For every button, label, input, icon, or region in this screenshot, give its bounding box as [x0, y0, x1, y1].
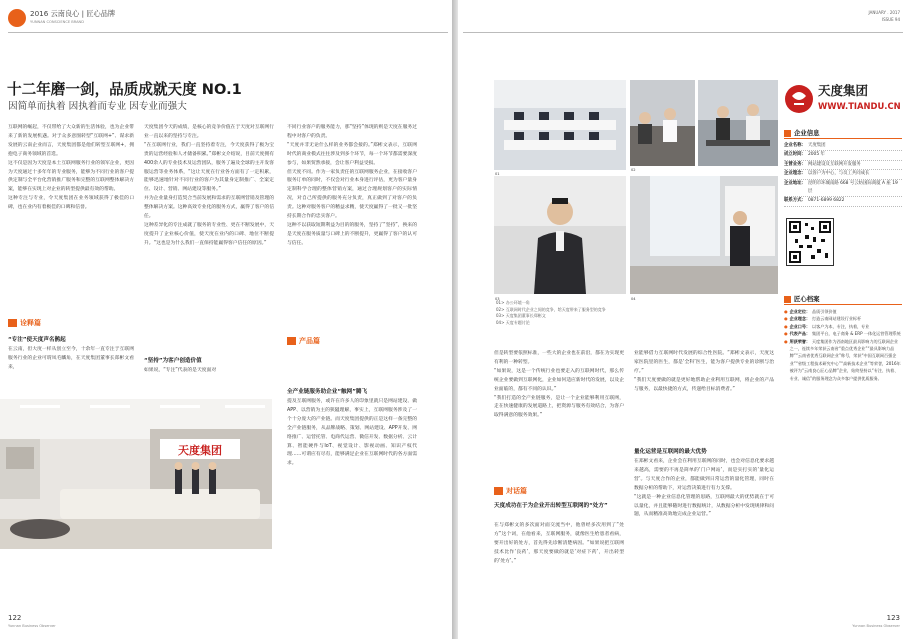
left-header-divider	[8, 32, 448, 33]
info-value: 网站建设及互联网开发服务	[807, 161, 861, 167]
archive-text	[790, 338, 902, 382]
section-title-industry-chain: 全产业链服务助企业“触网”腾飞	[287, 389, 368, 395]
photo-02-meeting	[630, 80, 695, 166]
info-value: 昆明市环城南路 668 号云纺国际商厦 A 座 19 层	[807, 180, 898, 195]
paragraph: “我们天度要做的就是更好地帮助企业利用互联网，将企业的产品与服务，以最快捷的方式，传递给目标消费者。”	[634, 377, 774, 392]
section-marker-icon	[494, 487, 503, 495]
left-col-1	[8, 124, 134, 213]
paragraph: “如果说，这是一个传统行业也要走入的互联网时代，那么传统企业要做到互联网化，企业如何适应新时代的发展，以及企业面临的，都有不同的认识。”	[494, 368, 624, 392]
paragraph: 在郑彬文看来，企业会在利用互联网的同时，也会对信息化要求越来越高，需要的不再是简单的‘门户网站’，而是实打实的‘量化运营’。与天度合作的企业，都能做到日常运营的量化管理，同时在数据分析的帮助下，对运营决策进行有力支撑。	[634, 459, 774, 491]
left-header-brand: 2016 云南良心 | 匠心品牌	[30, 9, 116, 18]
archive-box	[784, 294, 902, 382]
photo-03-chairman	[494, 176, 626, 294]
caption-item: 04> 天度专题讨论	[496, 319, 530, 325]
right-page-number: 123	[886, 614, 900, 622]
archive-header	[784, 294, 902, 305]
qr-code-icon	[787, 219, 833, 265]
left-col-3	[287, 124, 417, 332]
info-row	[784, 180, 902, 198]
info-row	[784, 197, 902, 206]
bullet-icon: ●	[784, 338, 788, 344]
section-marker-icon	[8, 319, 17, 327]
info-value: 以客户为中心，与员工共同成长	[807, 171, 870, 177]
paragraph: 提及互联网服务，或许在许多人的印象里就只是网站建设、做APP、以营销为主的狭隘理解，事实上，互联网服务涉及了一个十分庞大的产业链。而天度集团提供的正是这样一条完整的全产业链服务，从品牌战略、策划、网站建设、APP开发、网络推广、运营托管、电商代运营、微信开发、数据分析、云计算、智能硬件与IoT、视觉设计、影视动画、知识产权代理……可谓应有尽有，能够满足企业在互联网时代的各方面需求。	[287, 399, 417, 467]
left-page-number: 122	[8, 614, 22, 622]
archive-row	[784, 330, 902, 337]
info-title: 企业信息	[794, 129, 820, 137]
archive-title: 匠心档案	[794, 295, 820, 303]
photo-captions	[496, 300, 776, 326]
info-value: 0871-6899 6822	[807, 198, 845, 204]
office-desks-illustration	[494, 80, 626, 170]
photo-number: 04	[631, 297, 636, 301]
right-col-b2	[634, 458, 774, 618]
photo-number: 02	[631, 168, 636, 172]
right-header-issue: ISSUE 94	[881, 17, 900, 22]
paragraph: “在互联网行业，我们一直坚持着专注，今天度获得了极为宝贵的运营经验和人才储备积累。”郑彬文介绍说，目前天度拥有400余人的专业技术及运营团队，服务了遍及全球的主开发客服运营等业务体系，“这让天度在行业各方面有了一定积累，能够迅速地针对不同行业的客户为其量身定制推广、全案定位、设计、营销、网站建设等服务。”	[144, 142, 274, 193]
archive-key: 企业定位：	[789, 309, 811, 314]
archive-value: 品质引领价值	[812, 309, 837, 314]
paragraph: 互联网的崛起，不仅带给了大众新的生活体验，也为企业带来了新的发展机遇。对于众多意图转型“互联网+”、谋求新发展的云南企业而言，天度集团都是他们转型互联网+，拥抱电子商务领域的首选。	[8, 125, 134, 157]
logo-text-cn: 天度集团	[818, 83, 869, 98]
info-key: 主营业务：	[784, 161, 806, 167]
chairman-portrait-illustration	[494, 176, 626, 294]
archive-key: 企业口号：	[789, 323, 811, 329]
paragraph: “这就是一种企业信息化管理的思路，互联网最大的优势就在于可以量化，并且能够随时进行数据统计，从数据分析中发现规律和问题，从而精准高效地完成企业运营。”	[634, 494, 774, 518]
info-row	[784, 151, 902, 160]
info-key: 企业理念：	[784, 171, 806, 177]
bullet-icon: ●	[784, 331, 788, 337]
paragraph: 这种专注与专业，令天度集团在业务领域获得了极佳的口碑，也在业内有着极佳的口碑和信誉。	[8, 196, 134, 211]
section-marker-icon	[287, 337, 296, 345]
archive-text	[790, 308, 837, 315]
tiandu-logo-icon	[784, 84, 814, 114]
archive-rows	[784, 308, 902, 382]
paragraph: 在与郑彬文的多次面对面交流当中，他曾经多次用到了“处方”这个词，在他看来，互联网服务，就像医生给患者看病，要开出好的处方，首先得先诊断清楚病因。“如果说把互联网技术比作‘良药’，那天度要做的就是‘对症下药’，开出转型的‘处方’。”	[494, 523, 624, 564]
discussion-illustration	[630, 176, 778, 294]
archive-row	[784, 323, 902, 330]
archive-value: 集团平台，电子商务 & ERP 一体化运营管理系统	[812, 331, 901, 337]
photo-02c-workspace	[698, 80, 778, 166]
archive-section-icon	[784, 296, 791, 303]
caption-item: 02> 互联网时代企业之间的竞争，给天度带来了服务型的竞争	[496, 306, 606, 312]
photo-number: 03	[495, 297, 500, 301]
section-title-focus: “专注”使天度声名鹊起	[8, 337, 66, 343]
left-col-3b	[287, 398, 417, 618]
info-box	[784, 128, 902, 207]
archive-value: 天度集团作为西南地区最具影响力的互联网企业之一，连续多年荣获云南省“重点优秀企业”“最具影响力品牌”“云南省优秀互联网企业”称号，荣获“中国互联网百强企业”“省级工程技术研究中心”“高新技术企业”等荣誉，2016年被评为“云南良心匠心品牌”企业，始终坚持以“专注、执着、专业、诚信”的服务理念为众多客户提供优质服务。	[789, 338, 901, 381]
info-row	[784, 142, 902, 151]
info-key: 成立时间：	[784, 152, 806, 158]
article-title: 十二年磨一剑，品质成就天度 NO.1	[7, 81, 242, 98]
left-col-2	[144, 124, 274, 249]
section-label-dialogue: 对话篇	[494, 486, 527, 496]
info-section-icon	[784, 130, 791, 137]
section-label-product: 产品篇	[287, 336, 320, 346]
caption-item: 03> 天度集团董事长郑彬文	[496, 313, 546, 319]
paragraph: 业能够借力互联网时代发展的综合性医院。“郑彬文表示，天度这家医院里的医生，都是‘全科’医生，能为客户提供专业的诊断与治疗。”	[634, 351, 774, 374]
bullet-icon: ●	[784, 323, 788, 329]
right-footer-text: Yunnan Business Observer	[852, 624, 900, 628]
paragraph: “天度并非无论什么样的业务都会接的。”郑彬文表示，互联网时代的商业模式往往涉及到多个环节，每一个环节都需要深度参与，如果贸然承接，会让客户利益受损。	[287, 142, 417, 166]
right-page	[458, 0, 910, 639]
archive-key: 所获荣誉：	[789, 338, 811, 344]
right-col-a2	[494, 522, 624, 618]
left-footer-text: Yunnan Business Observer	[8, 624, 56, 628]
info-value: 天度集团	[807, 143, 826, 148]
info-rows	[784, 142, 902, 207]
archive-row	[784, 338, 902, 382]
article-subtitle: 因简单而执着 因执着而专业 因专业而强大	[8, 101, 187, 112]
company-logo	[784, 82, 904, 118]
meeting-illustration	[630, 80, 695, 166]
qr-code	[786, 218, 834, 266]
logo-url: WWW.TIANDU.CN	[818, 101, 901, 111]
paragraph: 并为企业量身打造契合当前发展和需求的互联网营销及管理的整体解决方案。这种高效专业化的服务方式，赢得了客户的信任。	[144, 196, 274, 220]
paragraph: 但是转型要依照标准，一些大的企业也在前沿，都在为实现更有利的一种转型。	[494, 351, 624, 365]
info-key: 企业名称：	[784, 143, 806, 148]
archive-value: 打造云南网站建设行业标杆	[812, 316, 862, 322]
right-header-month: JANUARY . 2017	[868, 10, 900, 15]
office-reception-photo	[0, 399, 272, 549]
archive-text	[790, 330, 901, 337]
right-col-b	[634, 350, 774, 442]
info-box-header	[784, 128, 902, 139]
paragraph: “我们打造的全产业链服务，是让一个企业能够利用互联网，走在快速健康的发展道路上，把资源与服务有效结合，为客户取得满意的服务效果。”	[494, 395, 624, 419]
info-value: 2005 年	[807, 152, 825, 158]
svg-text:天度集团: 天度集团	[178, 445, 222, 457]
info-key: 联系方式：	[784, 198, 806, 204]
paragraph: 不同行业客户的服务能力，那“坚持”体现的则是天度在服务过程中对客户的负责。	[287, 125, 417, 139]
section-title-quantified: 量化运营是互联网的最大优势	[634, 449, 707, 455]
archive-text	[790, 323, 870, 330]
caption-item: 01> 办公环境一角	[496, 300, 530, 305]
left-header-logo	[8, 9, 26, 27]
paragraph: 这种差异化的专注成就了服务的专业性、更在不断发展中，天度提升了企业核心价值，使天度在业内的口碑、地位不断提升。“这也是为什么我们一直保持能赢得客户信任的原因。”	[144, 222, 274, 246]
archive-text	[790, 315, 862, 322]
paragraph: 如果说，“专注”代表的是天度面对	[144, 368, 217, 373]
archive-key: 企业理念：	[789, 316, 811, 322]
archive-key: 代表产品：	[789, 331, 811, 337]
paragraph: 这不仅是因为天度是本土互联网服务行业的领军企业，更因为天度通过十多年年的专业服务，能够为不同行业的客户提供定制与全平台化营销推广服务和完整的互联网整体解决方案，能够在实现上对企业的转型提供最有效的帮助。	[8, 160, 134, 193]
photo-04-discussion	[630, 176, 778, 294]
info-row	[784, 170, 902, 179]
paragraph: 天度集团今天的成绩，是核心的竞争价值在于天度对互联网行业一直以来的坚持与专注。	[144, 125, 274, 139]
left-page	[0, 0, 452, 639]
info-row	[784, 161, 902, 170]
archive-value: 以客户为本，专注，执着，专业	[812, 323, 870, 329]
office-reception-illustration	[0, 399, 272, 549]
right-header-divider	[463, 32, 903, 33]
photo-01-office	[494, 80, 626, 170]
bullet-icon: ●	[784, 309, 788, 314]
left-header-sub: YUNNAN CONSCIENCE BRAND	[30, 20, 84, 24]
section-title-prescription: 天度成功在于为企业开出转型互联网的“处方”	[494, 503, 608, 509]
section-title-persist: “坚持”为客户创造价值	[144, 358, 202, 364]
bullet-icon: ●	[784, 316, 788, 322]
paragraph: 在云南，但大度一样从创立至今，十余年一直专注于互联网服务行业的企业可谓凤毛麟角，在天度集团董事长郑彬文看来，	[8, 347, 134, 370]
workspace-illustration	[698, 80, 778, 166]
paragraph: 但天度不同。作为一家负责任的互联网服务企业，在接收客户服务订单的同时，不仅会对行业本身进行评估，更为客户量身定制科学合理的整体营销方案，通过合理规划客户的实际情况，对自己所提供的服务充分负责，真正做到了对客户的负责。这种对服务客户的精益求精，使天度赢得了一批又一批坚持长期合作的忠实客户。	[287, 169, 417, 220]
info-key: 企业地址：	[784, 180, 806, 186]
archive-row	[784, 315, 902, 322]
paragraph: 这种不以获取短期利益为目的的服务，坚持了“坚持”，换来的是天度在服务质量与口碑上的不断提升，更赢得了客户的认可与信任。	[287, 222, 417, 246]
right-col-a	[494, 350, 624, 478]
section-label-interpret: 诠释篇	[8, 318, 41, 328]
archive-row	[784, 308, 902, 315]
photo-number: 01	[495, 172, 500, 176]
